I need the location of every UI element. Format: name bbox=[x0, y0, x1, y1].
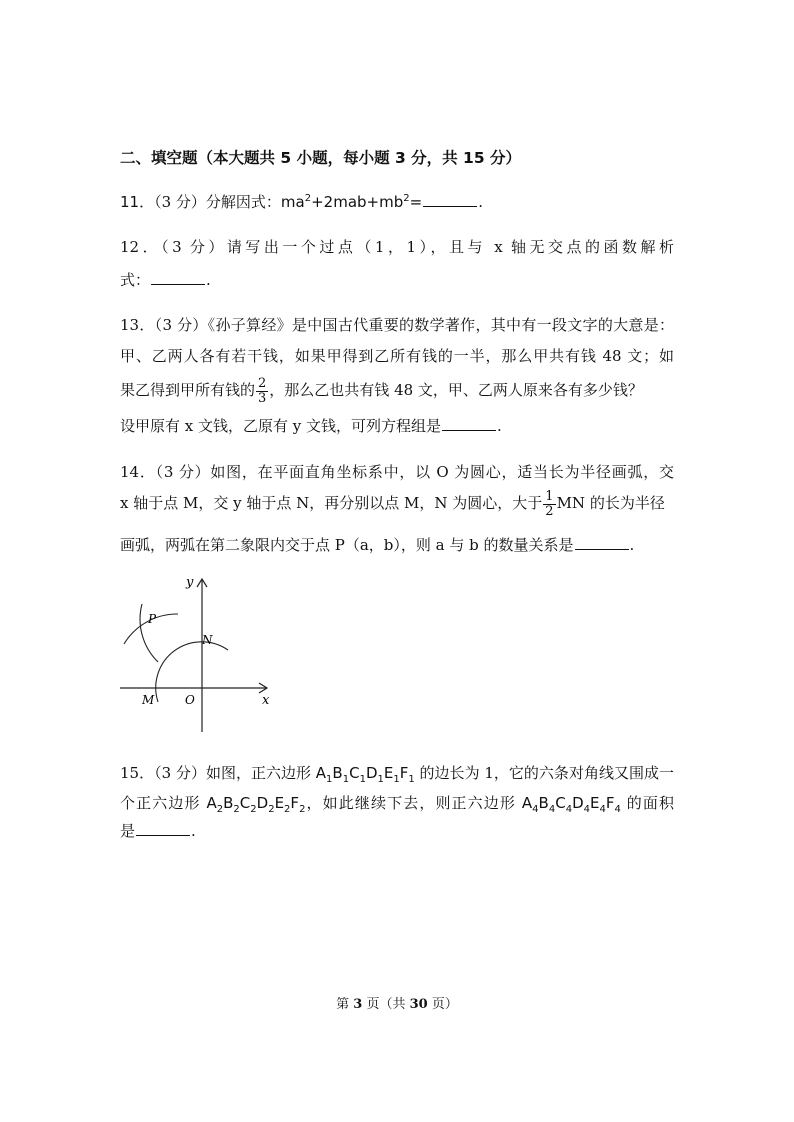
question-12-line2: 式： . bbox=[120, 271, 211, 289]
coordinate-figure bbox=[118, 574, 278, 734]
q11-number: 11． bbox=[120, 193, 155, 211]
question-13-line4: 设甲原有 x 文钱，乙原有 y 文钱，可列方程组是 . bbox=[120, 417, 502, 435]
q13-answer-blank bbox=[442, 416, 496, 431]
fraction-one-half: $\frac{1}{2}$ bbox=[545, 488, 554, 519]
total-pages: 30 bbox=[409, 997, 428, 1012]
label-x: x bbox=[262, 693, 270, 708]
label-y: y bbox=[186, 575, 194, 590]
label-p: P bbox=[148, 612, 157, 626]
fraction-two-thirds: $\frac{2}{3}$ bbox=[258, 375, 267, 406]
question-15-line1: 15．（3 分）如图，正六边形 $A_1B_1C_1D_1E_1F_1$ 的边长为 1，它的六条对角线又围成一 bbox=[120, 764, 674, 785]
hexagon-4-name: $A_4B_4C_4D_4E_4F_4$ bbox=[521, 794, 621, 815]
q15-answer-blank bbox=[136, 821, 190, 836]
question-11: 11．（3 分）分解因式：$ma^2+2mab+mb^2=$ . bbox=[120, 193, 483, 211]
q14-answer-blank bbox=[575, 535, 629, 550]
section-title: 二、填空题（本大题共 5 小题，每小题 3 分，共 15 分） bbox=[120, 149, 522, 167]
q11-points: （3 分） bbox=[154, 193, 206, 211]
question-14-line3: 画弧，两弧在第二象限内交于点 P（a，b），则 a 与 b 的数量关系是 . bbox=[120, 536, 635, 554]
label-m: M bbox=[142, 693, 155, 707]
page-footer: 第 3 页（共 30 页） bbox=[336, 997, 458, 1012]
q11-expr: $ma^2+2mab+mb^2=$ bbox=[280, 193, 423, 211]
hexagon-2-name: $A_2B_2C_2D_2E_2F_2$ bbox=[206, 794, 306, 815]
q12-answer-blank bbox=[151, 270, 205, 285]
question-12-line1: 12．（3 分）请写出一个过点（1，1），且与 x 轴无交点的函数解析 bbox=[120, 238, 674, 256]
question-14-line1: 14．（3 分）如图，在平面直角坐标系中，以 O 为圆心，适当长为半径画弧，交 bbox=[120, 463, 674, 481]
label-n: N bbox=[202, 633, 213, 647]
hexagon-1-name: $A_1B_1C_1D_1E_1F_1$ bbox=[315, 764, 415, 785]
question-13-line3: 果乙得到甲所有钱的 $\frac{2}{3}$ ，那么乙也共有钱 48 文，甲、乙两人原来各有多少钱？ bbox=[120, 375, 643, 406]
question-13-line2: 甲、乙两人各有若干钱，如果甲得到乙所有钱的一半，那么甲共有钱 48 文；如 bbox=[120, 347, 674, 365]
current-page: 3 bbox=[353, 997, 363, 1012]
question-15-line2: 个正六边形 $A_2B_2C_2D_2E_2F_2$，如此继续下去，则正六边形 $A_4B_4C_4D_4E_4F_4$ 的面积 bbox=[120, 794, 674, 815]
question-15-line3: 是 . bbox=[120, 822, 196, 840]
q11-text: 分解因式： bbox=[205, 193, 281, 211]
question-13-line1: 13．（3 分）《孙子算经》是中国古代重要的数学著作，其中有一段文字的大意是： bbox=[120, 316, 674, 334]
q11-answer-blank bbox=[423, 192, 477, 207]
label-o: O bbox=[185, 693, 195, 707]
question-14-line2: x 轴于点 M，交 y 轴于点 N，再分别以点 M，N 为圆心，大于 $\frac{1}{2}$ MN 的长为半径 bbox=[120, 488, 665, 519]
